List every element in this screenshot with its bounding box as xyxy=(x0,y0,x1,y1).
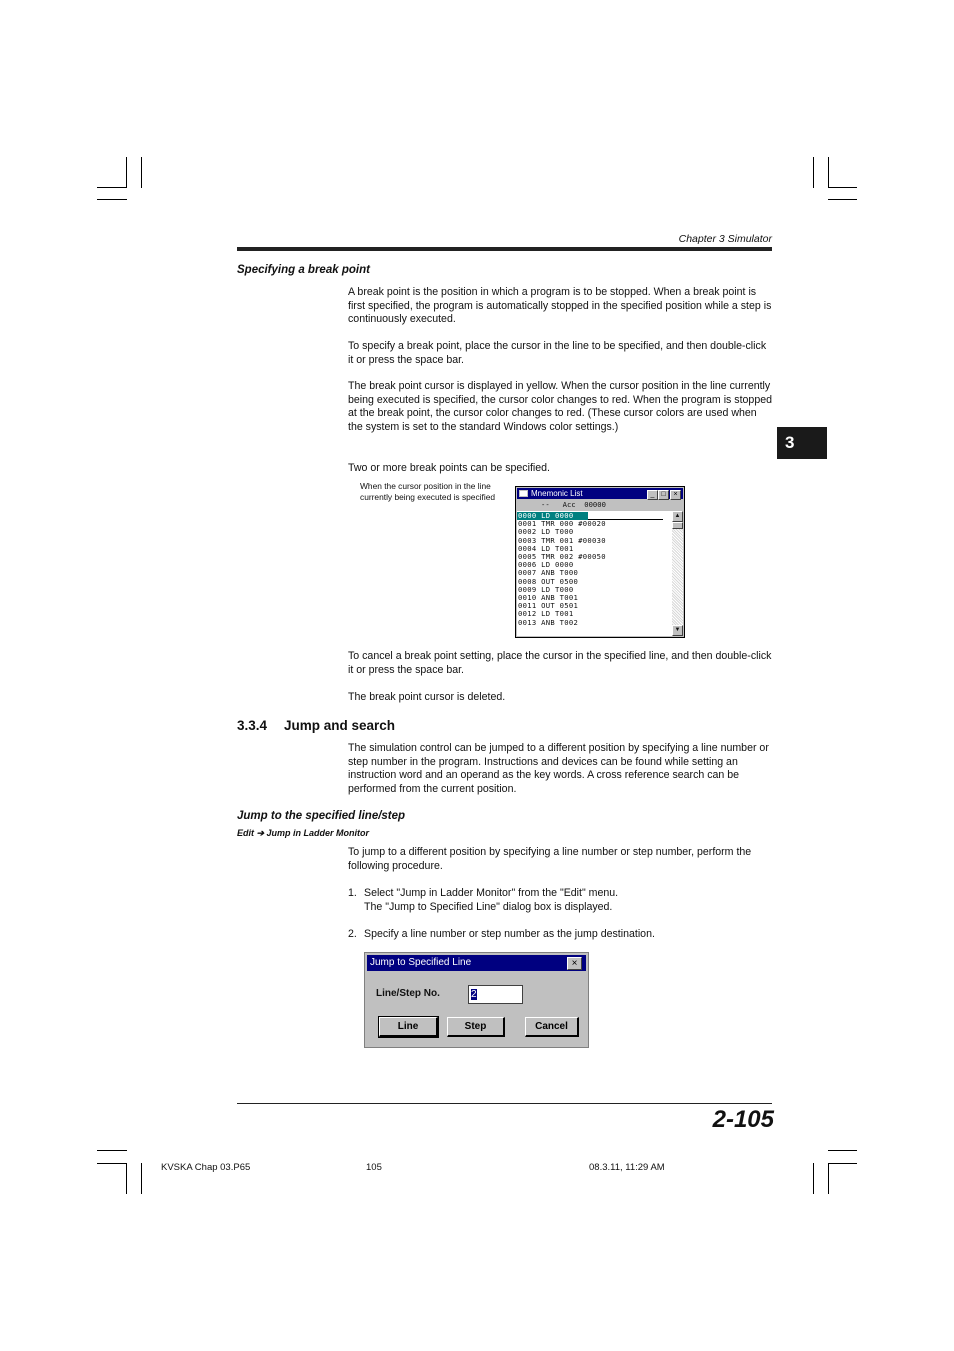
dialog-title: Jump to Specified Line xyxy=(370,957,472,968)
page-number: 2-105 xyxy=(712,1106,774,1133)
input-value: 2 xyxy=(471,989,477,1000)
crop-mark xyxy=(813,157,814,188)
list-item[interactable]: 0005 TMR 002 #00050 xyxy=(518,552,606,561)
figure-callout: When the cursor position in the line currently being executed is specified xyxy=(360,481,496,502)
list-item[interactable]: 0011 OUT 0501 xyxy=(518,601,579,611)
crop-mark xyxy=(97,199,127,200)
mnemonic-titlebar xyxy=(517,488,683,499)
crop-mark xyxy=(813,1163,814,1194)
dialog-titlebar xyxy=(367,955,586,971)
scroll-thumb[interactable] xyxy=(672,522,683,529)
list-item[interactable]: 0002 LD T000 xyxy=(518,527,574,537)
paragraph: The break point cursor is displayed in yellow. When the cursor position in the line currently being executed is specified, the cursor color changes to red. When the program is stopped at the break point, the cursor color changes to red. (These cursor colors are used when the system is set to the standard Windows color settings.) xyxy=(348,380,772,433)
list-item[interactable]: 0006 LD 0000 xyxy=(518,560,574,570)
step-text: The "Jump to Specified Line" dialog box is displayed. xyxy=(364,901,613,913)
list-item[interactable]: 0013 ANB T002 xyxy=(518,617,579,627)
line-button[interactable]: Line xyxy=(379,1017,438,1037)
mnemonic-list[interactable] xyxy=(517,511,672,636)
paragraph: To cancel a break point setting, place the cursor in the specified line, and then double-click it or press the space bar. xyxy=(348,650,772,676)
crop-mark xyxy=(828,1163,829,1194)
step-number: 1. xyxy=(348,887,357,899)
step-number: 2. xyxy=(348,928,357,940)
crop-mark xyxy=(828,1150,857,1151)
minimize-icon[interactable]: _ xyxy=(647,490,658,500)
crop-mark xyxy=(141,1163,142,1194)
paragraph: To specify a break point, place the cursor in the line to be specified, and then double-click it or press the space bar. xyxy=(348,340,767,366)
line-step-input[interactable] xyxy=(468,985,523,1004)
crop-mark xyxy=(97,187,127,188)
header-rule xyxy=(237,247,772,251)
crop-mark xyxy=(828,157,829,188)
list-item[interactable]: 0008 OUT 0500 xyxy=(518,576,579,586)
list-item[interactable]: 0003 TMR 001 #00030 xyxy=(518,535,606,545)
section-heading-number: 3.3.4 xyxy=(237,718,268,733)
jump-dialog xyxy=(364,952,589,1048)
crop-mark xyxy=(828,187,857,188)
close-icon[interactable]: × xyxy=(567,957,582,970)
crop-mark xyxy=(126,157,127,188)
step-text: Select "Jump in Ladder Monitor" from the "Edit" menu. xyxy=(364,887,619,899)
paragraph: Two or more break points can be specified. xyxy=(348,462,550,474)
scroll-down-icon[interactable]: ▼ xyxy=(672,625,683,636)
window-title: Mnemonic List xyxy=(531,489,583,498)
crop-mark xyxy=(126,1163,127,1194)
line-step-label: Line/Step No. xyxy=(376,988,440,999)
crop-mark xyxy=(97,1163,127,1164)
paragraph: The simulation control can be jumped to a different position by specifying a line number or step number in the program. Instructions and devices can be found while setting an instruction word and an operand as the key words. A cross reference search can be performed from the current position. xyxy=(348,742,769,795)
subheading: Jump to the specified line/step xyxy=(237,810,406,822)
crop-mark xyxy=(97,1150,127,1151)
paragraph: The break point cursor is deleted. xyxy=(348,691,506,703)
close-icon[interactable]: × xyxy=(670,490,681,500)
paragraph: To jump to a different position by specifying a line number or step number, perform the following procedure. xyxy=(348,846,752,872)
section-heading-title: Jump and search xyxy=(284,718,396,733)
crop-mark xyxy=(828,199,857,200)
status-row: -- Acc 00000 xyxy=(517,500,683,510)
list-item[interactable]: 0007 ANB T000 xyxy=(518,568,579,578)
paragraph: A break point is the position in which a program is to be stopped. When a break point is first specified, the program is automatically stopped in the specified position while a step is continuously executed. xyxy=(348,286,772,326)
crop-mark xyxy=(828,1163,857,1164)
list-item[interactable]: 0009 LD T000 xyxy=(518,584,574,594)
footer-file: KVSKA Chap 03.P65 xyxy=(161,1162,251,1173)
chapter-tab: 3 xyxy=(777,427,827,459)
footer-num: 105 xyxy=(366,1162,382,1173)
menu-path: Edit ➔ Jump in Ladder Monitor xyxy=(237,828,370,838)
footer-rule xyxy=(237,1103,772,1104)
section-heading: Specifying a break point xyxy=(237,264,370,276)
vertical-scrollbar[interactable] xyxy=(672,511,683,636)
crop-mark xyxy=(141,157,142,188)
list-item[interactable]: 0010 ANB T001 xyxy=(518,593,579,602)
maximize-icon[interactable]: □ xyxy=(658,490,669,500)
chapter-header: Chapter 3 Simulator xyxy=(678,233,772,245)
step-button[interactable]: Step xyxy=(447,1017,505,1037)
step-text: Specify a line number or step number as the jump destination. xyxy=(364,928,655,940)
list-item[interactable]: 0012 LD T001 xyxy=(518,609,574,619)
cancel-button[interactable]: Cancel xyxy=(525,1017,579,1037)
mnemonic-list-window xyxy=(515,486,685,638)
list-item[interactable]: 0004 LD T001 xyxy=(518,543,574,553)
list-item[interactable]: 0001 TMR 000 #00020 xyxy=(518,519,606,529)
list-item[interactable]: 0000 LD 0000 xyxy=(518,511,574,520)
scroll-up-icon[interactable]: ▲ xyxy=(672,511,683,522)
window-icon xyxy=(519,490,528,497)
footer-date: 08.3.11, 11:29 AM xyxy=(589,1162,665,1173)
